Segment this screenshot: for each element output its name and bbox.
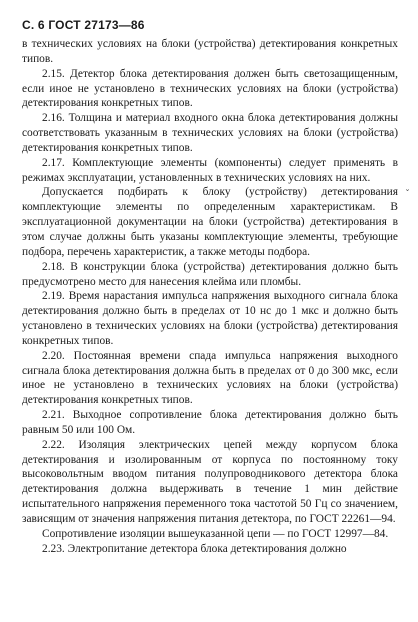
paragraph-2-21: 2.21. Выходное сопротивление блока детектирования должно быть равным 50 или 100 Ом.	[22, 409, 398, 436]
page-header: С. 6 ГОСТ 27173—86	[22, 18, 145, 32]
document-body	[22, 37, 398, 557]
paragraph-2-20: 2.20. Постоянная времени спада импульса напряжения выходного сигнала блока детектирования должна быть в пределах от 0 до 300 мкс, если иное не установлено в технических условиях на блоки (устройства) детектирования конкретных типов.	[22, 349, 398, 407]
margin-mark: ˇ	[405, 189, 410, 200]
paragraph-2-16: 2.16. Толщина и материал входного окна блока детектирования должны соответствовать указанным в технических условиях на блоки (устройства) детектирования конкретных типов.	[22, 112, 398, 154]
paragraph-2-18: 2.18. В конструкции блока (устройства) детектирования должно быть предусмотрено место для нанесения клейма или пломбы.	[22, 260, 398, 288]
paragraph-continuation: в технических условиях на блоки (устройства) детектирования конкретных типов.	[22, 38, 398, 65]
paragraph-2-17-note: Допускается подбирать к блоку (устройству) детектирования комплектующие элементы по определенным характеристикам. В эксплуатационной документации на блоки (устройства) детектирования в этом случае должны быть указаны комплектующие элементы, требующие подбора, перечень характеристик, а также методы подбора.	[22, 186, 398, 258]
paragraph-2-22: 2.22. Изоляция электрических цепей между корпусом блока детектирования и изолированным от корпуса по постоянному току высоковольтным вводом питания полупроводникового детектора блока детектирования должна выдерживать в течение 1 мин действие испытательного напряжения переменного тока частотой 50 Гц со значением, зависящим от значения напряжения питания детектора, по ГОСТ 22261—94.	[22, 438, 398, 525]
paragraph-2-15: 2.15. Детектор блока детектирования должен быть светозащищенным, если иное не установлено в технических условиях на блоки (устройства) детектирования конкретных типов.	[22, 67, 398, 110]
paragraph-2-19: 2.19. Время нарастания импульса напряжения выходного сигнала блока детектирования должно быть в пределах от 10 нс до 1 мкс и должно быть установлено в технических условиях на блоки (устройства) детектирования конкретных типов.	[22, 290, 398, 347]
paragraph-2-17: 2.17. Комплектующие элементы (компоненты) следует применять в режимах эксплуатации, установленных в технических условиях на них.	[22, 156, 398, 184]
paragraph-2-22-note: Сопротивление изоляции вышеуказанной цепи — по ГОСТ 12997—84.	[42, 527, 389, 540]
paragraph-2-23: 2.23. Электропитание детектора блока детектирования должно	[42, 542, 347, 555]
